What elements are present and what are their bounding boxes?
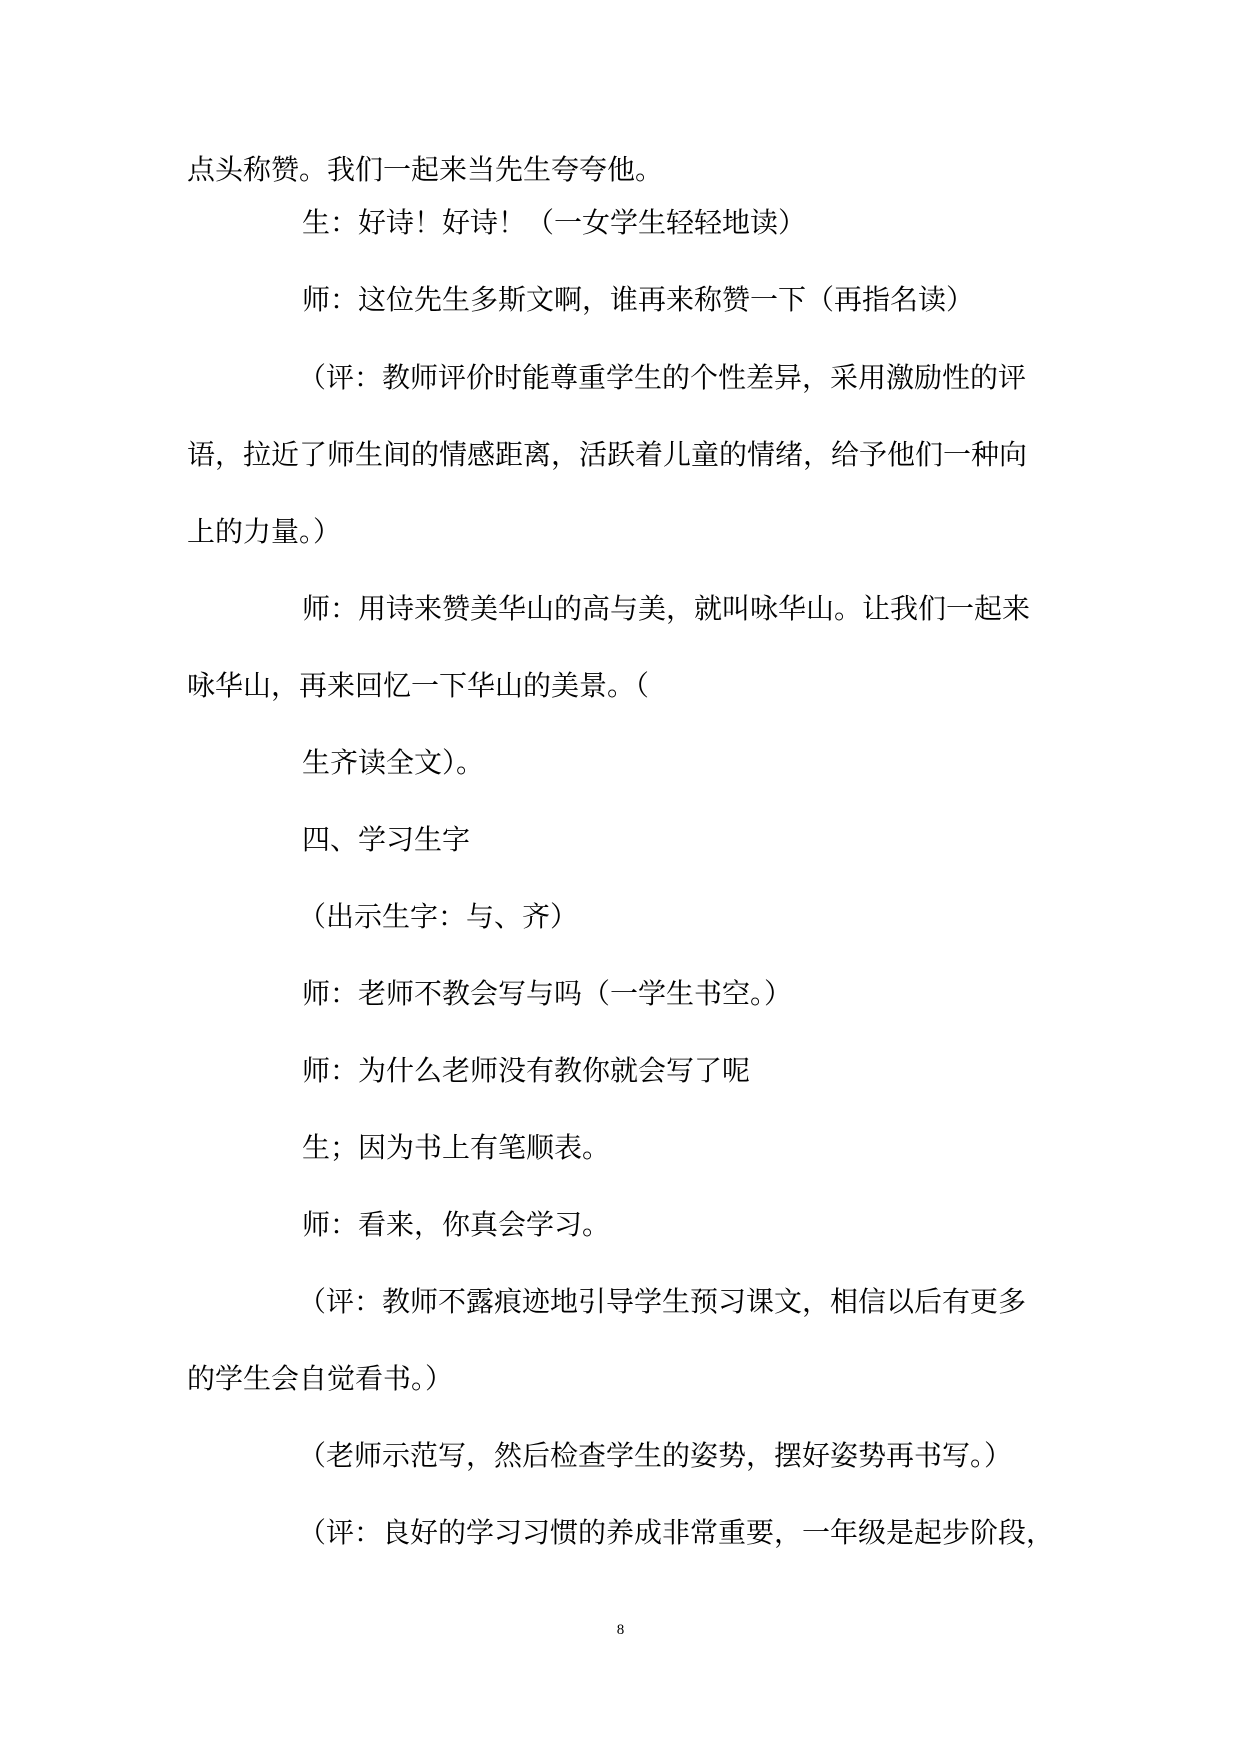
text-line: （出示生字：与、齐） <box>298 900 579 933</box>
text-line: 生齐读全文）。 <box>302 746 485 779</box>
page-number: 8 <box>616 1622 625 1638</box>
text-line: 上的力量。） <box>187 515 342 548</box>
text-line: 师：这位先生多斯文啊，谁再来称赞一下（再指名读） <box>302 283 975 316</box>
text-line: （老师示范写，然后检查学生的姿势，摆好姿势再书写。） <box>298 1439 1013 1472</box>
text-line: 生：好诗！好诗！（一女学生轻轻地读） <box>302 206 807 239</box>
text-line: 师：看来，你真会学习。 <box>302 1208 611 1241</box>
text-line: 师：为什么老师没有教你就会写了呢 <box>302 1054 751 1087</box>
text-line: 生；因为书上有笔顺表。 <box>302 1131 611 1164</box>
text-line: 点头称赞。我们一起来当先生夸夸他。 <box>187 153 664 186</box>
text-line: （评：教师不露痕迹地引导学生预习课文，相信以后有更多 <box>298 1285 1027 1318</box>
section-heading: 四、学习生字 <box>302 823 471 856</box>
text-line: 师：老师不教会写与吗（一学生书空。） <box>302 977 793 1010</box>
text-line: （评：教师评价时能尊重学生的个性差异，采用激励性的评 <box>298 361 1027 394</box>
text-line: 语，拉近了师生间的情感距离，活跃着儿童的情绪，给予他们一种向 <box>187 438 1028 471</box>
text-line: 咏华山，再来回忆一下华山的美景。（ <box>187 669 650 702</box>
text-line: 的学生会自觉看书。） <box>187 1362 454 1395</box>
text-line: （评：良好的学习习惯的养成非常重要，一年级是起步阶段， <box>298 1516 1055 1549</box>
text-line: 师：用诗来赞美华山的高与美，就叫咏华山。让我们一起来 <box>302 592 1031 625</box>
